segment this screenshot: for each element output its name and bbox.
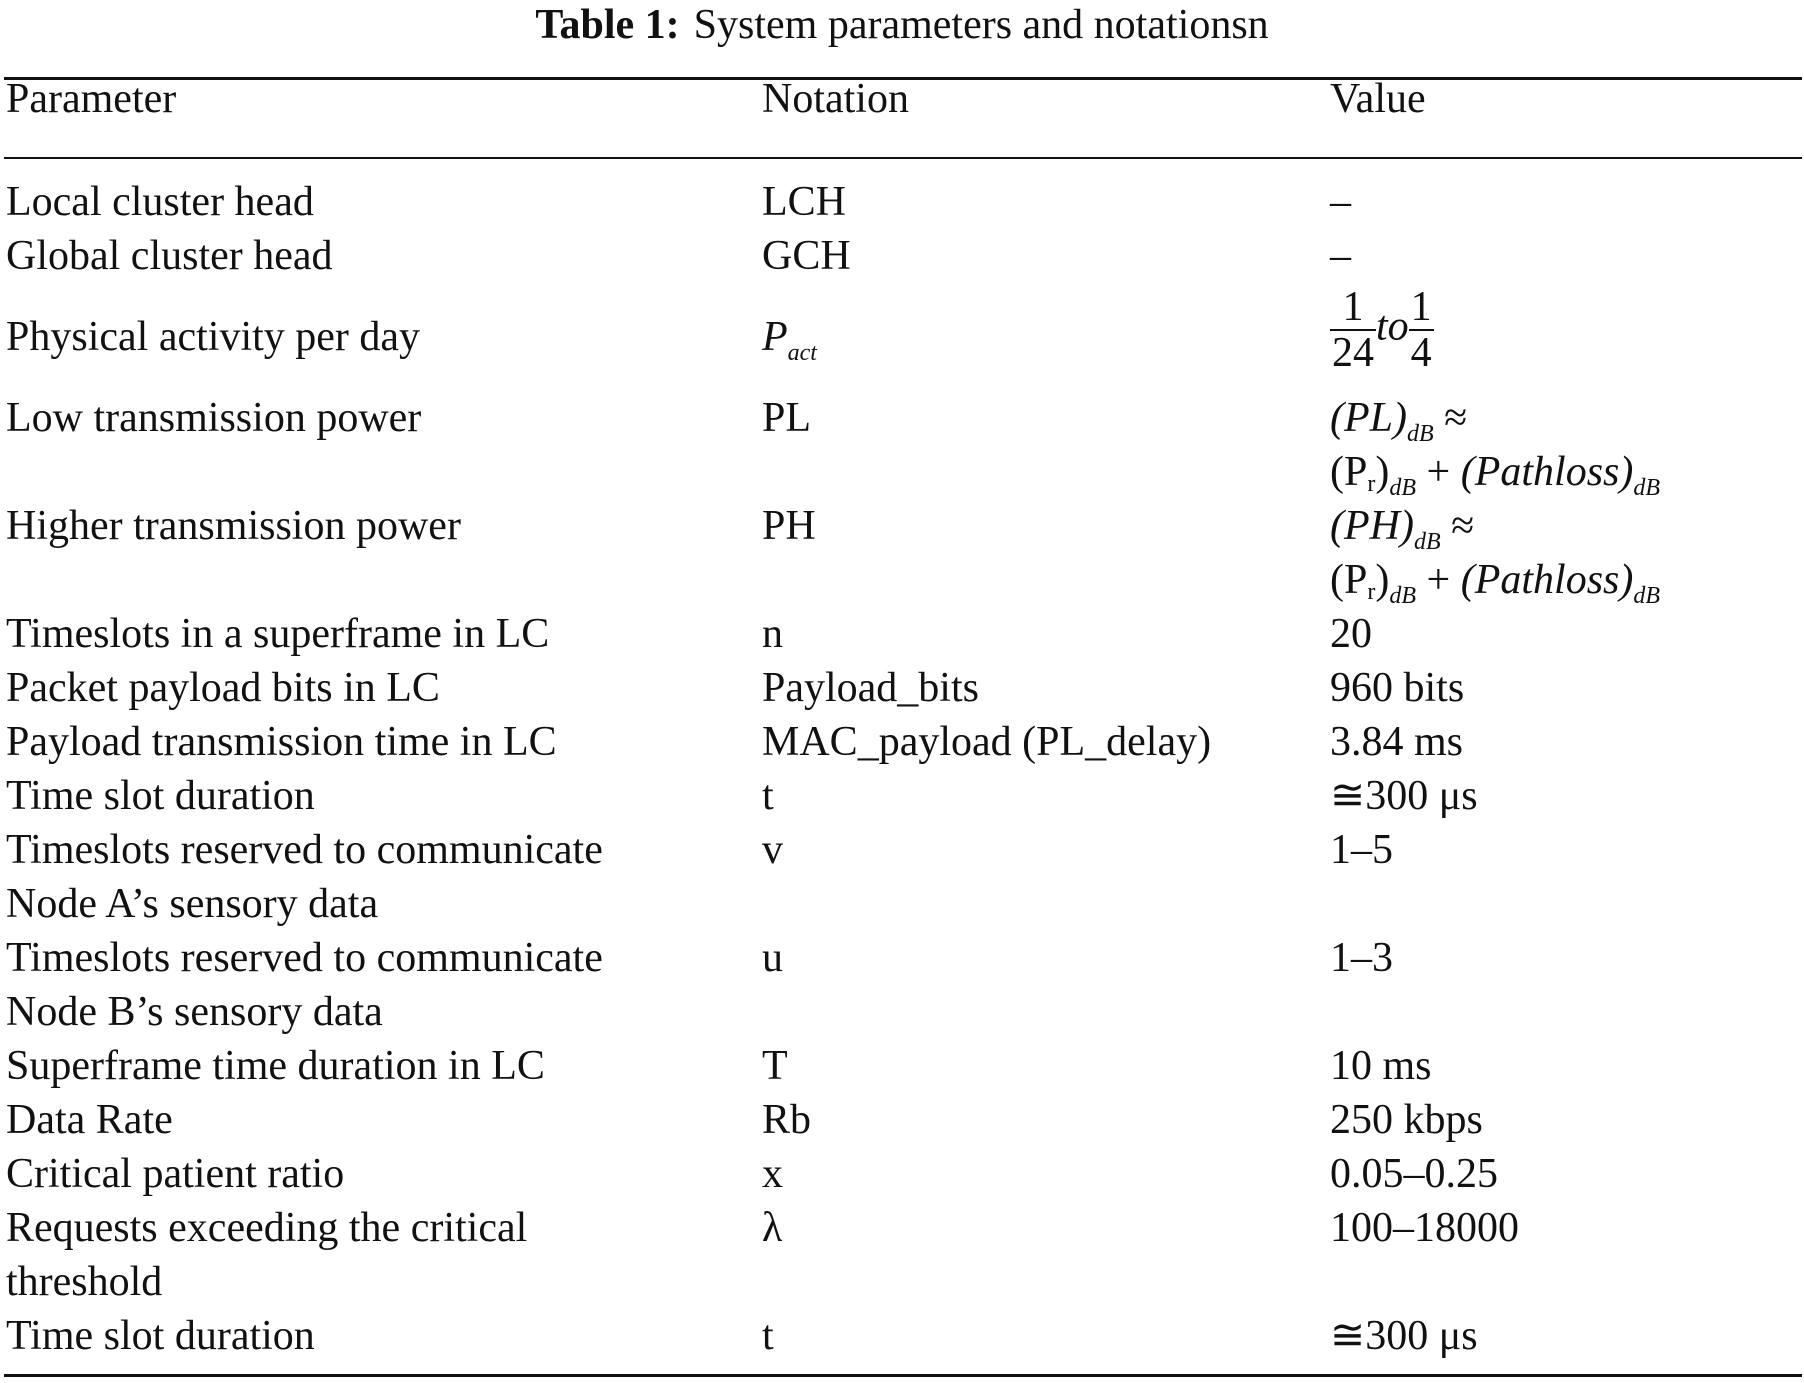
row-value: 960 bits [1330, 665, 1465, 711]
row-notation: Payload_bits [762, 665, 979, 711]
row-value-formula-line2 [1330, 553, 1660, 613]
row-value: 1–5 [1330, 827, 1393, 873]
row-parameter-line2: Node A’s sensory data [6, 881, 379, 927]
row-value: 1–3 [1330, 935, 1393, 981]
row-parameter: Superframe time duration in LC [6, 1043, 545, 1089]
formula-term: (PH) [1330, 503, 1414, 549]
formula-approx: ≈ [1451, 503, 1475, 549]
row-notation: u [762, 935, 783, 981]
header-rule [4, 157, 1802, 159]
row-notation: LCH [762, 179, 846, 225]
formula-term: ) [1375, 557, 1390, 603]
row-notation: T [762, 1043, 788, 1089]
row-notation: PH [762, 503, 816, 549]
header-parameter: Parameter [6, 76, 177, 122]
row-notation: GCH [762, 233, 851, 279]
row-parameter: Time slot duration [6, 773, 315, 819]
notation-sub: act [787, 340, 817, 366]
row-value: ≅300 μs [1330, 773, 1478, 819]
row-parameter-line2: threshold [6, 1259, 163, 1305]
formula-sub: dB [1633, 583, 1661, 609]
row-value: 10 ms [1330, 1043, 1432, 1089]
row-parameter: Local cluster head [6, 179, 314, 225]
row-parameter-line1: Timeslots reserved to communicate [6, 935, 603, 981]
formula-sub: dB [1413, 529, 1441, 555]
formula-sub: dB [1389, 475, 1417, 501]
formula-plus: + [1426, 449, 1451, 495]
row-value: 100–18000 [1330, 1205, 1519, 1251]
row-parameter: Time slot duration [6, 1313, 315, 1359]
notation-base: P [762, 314, 788, 360]
row-parameter-line1: Requests exceeding the critical [6, 1205, 528, 1251]
formula-term: ) [1375, 449, 1390, 495]
formula-approx: ≈ [1444, 395, 1468, 441]
bottom-rule [4, 1374, 1802, 1377]
row-value: ≅300 μs [1330, 1313, 1478, 1359]
row-value: – [1330, 233, 1351, 279]
row-parameter: Critical patient ratio [6, 1151, 345, 1197]
row-notation: λ [762, 1205, 783, 1251]
fraction-denominator: 24 [1332, 330, 1374, 376]
row-notation: PL [762, 395, 812, 441]
formula-sub: dB [1633, 475, 1661, 501]
row-parameter: Payload transmission time in LC [6, 719, 557, 765]
formula-term: (PL) [1330, 395, 1407, 441]
row-parameter: Packet payload bits in LC [6, 665, 440, 711]
formula-term: (Pathloss) [1460, 557, 1634, 603]
row-parameter: Low transmission power [6, 395, 422, 441]
row-parameter: Timeslots in a superframe in LC [6, 611, 550, 657]
row-value-formula-line1 [1330, 499, 1474, 559]
row-parameter: Global cluster head [6, 233, 333, 279]
row-value-fraction [1330, 285, 1434, 375]
row-value-formula-line1 [1330, 391, 1467, 451]
row-value: 250 kbps [1330, 1097, 1483, 1143]
row-value: 0.05–0.25 [1330, 1151, 1498, 1197]
row-parameter-line1: Timeslots reserved to communicate [6, 827, 603, 873]
fraction-to: to [1376, 303, 1409, 350]
row-notation: MAC_payload (PL_delay) [762, 719, 1212, 765]
formula-sub: dB [1389, 583, 1417, 609]
formula-sub: r [1367, 579, 1376, 605]
formula-sub: dB [1407, 421, 1434, 447]
fraction-1-24 [1330, 285, 1376, 375]
caption-label: Table 1: [535, 2, 680, 48]
row-parameter: Higher transmission power [6, 503, 461, 549]
caption-text: System parameters and notationsn [693, 2, 1269, 48]
formula-sub: r [1367, 471, 1376, 497]
row-notation: v [762, 827, 783, 873]
fraction-numerator: 1 [1342, 284, 1364, 330]
fraction-denominator: 4 [1410, 330, 1432, 376]
row-value: – [1330, 179, 1351, 225]
row-value: 20 [1330, 611, 1372, 657]
table-caption [0, 0, 1804, 50]
formula-term: (P [1330, 557, 1368, 603]
row-value-formula-line2 [1330, 445, 1660, 505]
fraction-numerator: 1 [1410, 284, 1432, 330]
row-parameter: Data Rate [6, 1097, 173, 1143]
header-notation: Notation [762, 76, 909, 122]
row-value: 3.84 ms [1330, 719, 1464, 765]
fraction-1-4 [1409, 285, 1434, 375]
header-value: Value [1330, 76, 1426, 122]
row-parameter: Physical activity per day [6, 314, 421, 360]
formula-plus: + [1426, 557, 1451, 603]
formula-term: (P [1330, 449, 1368, 495]
row-parameter-line2: Node B’s sensory data [6, 989, 383, 1035]
row-notation: t [762, 773, 774, 819]
row-notation: Rb [762, 1097, 812, 1143]
row-notation: x [762, 1151, 783, 1197]
row-notation: t [762, 1313, 774, 1359]
row-notation: n [762, 611, 783, 657]
row-notation [762, 310, 817, 370]
formula-term: (Pathloss) [1460, 449, 1634, 495]
